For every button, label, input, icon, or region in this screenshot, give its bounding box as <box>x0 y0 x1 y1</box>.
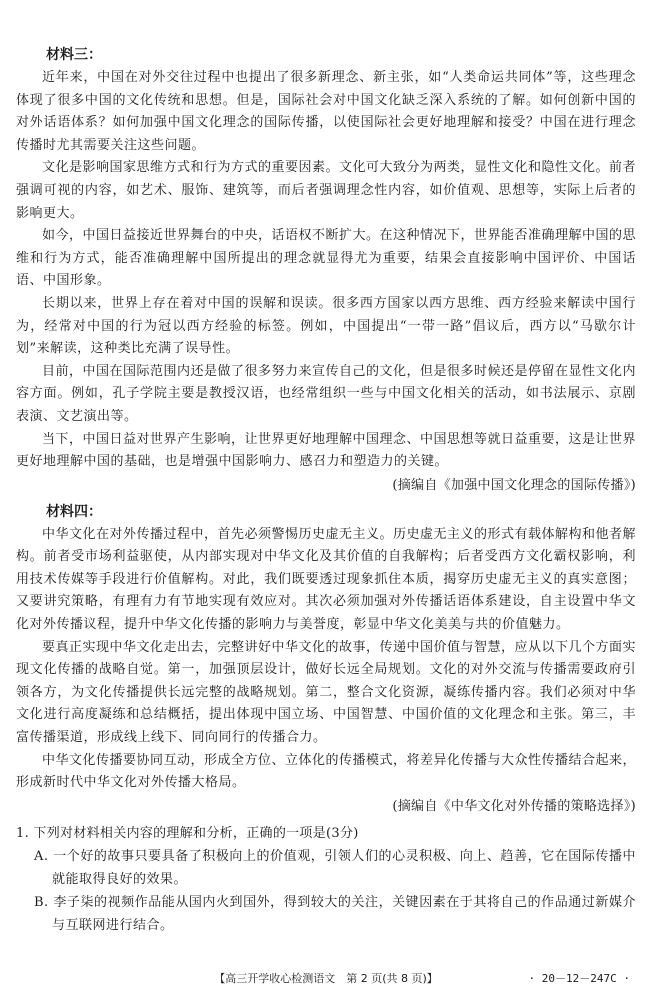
footer-page-info: 【高三开学收心检测语文 第 2 页(共 8 页)】 <box>214 972 438 985</box>
material-4-heading: 材料四： <box>46 503 102 520</box>
question-1-stem: 1. 下列对材料相关内容的理解和分析，正确的一项是(3分) <box>16 825 359 841</box>
footer-exam-code: · 20－12－247C · <box>528 972 630 985</box>
exam-page <box>16 44 636 937</box>
material-3-source: (摘编自《加强中国文化理念的国际传播》) <box>392 477 636 493</box>
material-4-source: (摘编自《中华文化对外传播的策略选择》) <box>392 798 636 814</box>
material-4-paragraph: 中华文化传播要协同互动，形成全方位、立体化的传播模式，将差异化传播与大众性传播结合起来，形成新时代中华文化对外传播大格局。 <box>16 752 637 791</box>
material-3-paragraph: 近年来，中国在对外交往过程中也提出了很多新理念、新主张，如“人类命运共同体”等，这些理念体现了很多中国的文化传统和思想。但是，国际社会对中国文化缺乏深入系统的了解。如何创新中国的对外话语体系？如何加强中国文化理念的国际传播，以使国际社会更好地理解和接受？中国在进行理念传播时尤其需要关注这些问题。 <box>16 70 636 153</box>
question-1-option-b: B. 李子柒的视频作品能从国内火到国外，得到较大的关注，关键因素在于其将自己的作品通过新媒介与互联网进行结合。 <box>34 894 636 933</box>
material-4-paragraph: 中华文化在对外传播过程中，首先必须警惕历史虚无主义。历史虚无主义的形式有载体解构和他者解构。前者受市场利益驱使，从内部实现对中华文化及其价值的自我解构；后者受西方文化霸权影响，利用技术传媒等手段进行价值解构。对此，我们既要透过现象抓住本质，揭穿历史虚无主义的真实意图；又要讲究策略，有理有力有节地实现有效应对。其次必须加强对外传播话语体系建设，自主设置中华文化对外传播议程，提升中华文化传播的影响力与美誉度，彰显中华文化美美与共的价值魅力。 <box>16 526 637 633</box>
question-1-option-a: A. 一个好的故事只要具备了积极向上的价值观，引领人们的心灵积极、向上、趋善，它在国际传播中就能取得良好的效果。 <box>34 848 636 887</box>
material-3-paragraph: 长期以来，世界上存在着对中国的误解和误读。很多西方国家以西方思维、西方经验来解读中国行为，经常对中国的行为冠以西方经验的标签。例如，中国提出“一带一路”倡议后，西方以“马歇尔计划”来解读，这种类比充满了误导性。 <box>16 295 636 357</box>
material-3-paragraph: 目前，中国在国际范围内还是做了很多努力来宣传自己的文化，但是很多时候还是停留在显性文化内容方面。例如，孔子学院主要是教授汉语，也经常组织一些与中国文化相关的活动，如书法展示、京剧表演、文艺演出等。 <box>16 363 637 424</box>
material-3-paragraph: 当下，中国日益对世界产生影响，让世界更好地理解中国理念、中国思想等就日益重要，这是让世界更好地理解中国的基础，也是增强中国影响力、感召力和塑造力的关键。 <box>16 431 637 470</box>
material-4-paragraph: 要真正实现中华文化走出去，完整讲好中华文化的故事，传递中国价值与智慧，应从以下几个方面实现文化传播的战略自觉。第一，加强顶层设计，做好长远全局规划。文化的对外交流与传播需要政府引领各方，为文化传播提供长远完整的战略规划。第二，整合文化资源，凝练传播内容。我们必须对中华文化进行高度凝练和总结概括，提出体现中国立场、中国智慧、中国价值的文化理念和主张。第三，丰富传播渠道，形成线上线下、同向同行的传播合力。 <box>16 639 637 746</box>
material-3-paragraph: 如今，中国日益接近世界舞台的中央，话语权不断扩大。在这种情况下，世界能否准确理解中国的思维和行为方式，能否准确理解中国所提出的理念就显得尤为重要，结果会直接影响中国评价、中国话语、中国形象。 <box>16 228 637 289</box>
material-3-paragraph: 文化是影响国家思维方式和行为方式的重要因素。文化可大致分为两类，显性文化和隐性文化。前者强调可视的内容，如艺术、服饰、建筑等，而后者强调理念性内容，如价值观、思想等，实际上后者的影响更大。 <box>16 160 637 221</box>
material-3-heading: 材料三： <box>46 47 102 63</box>
